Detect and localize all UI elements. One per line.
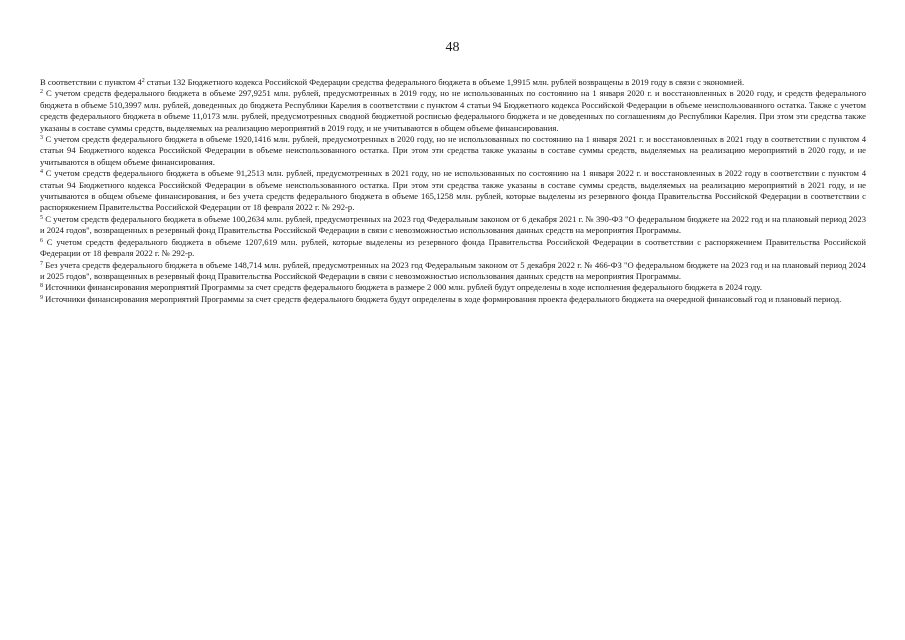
- footnote-8-marker: 8: [40, 283, 43, 290]
- footnote-1-text-before: В соответствии с пунктом 4: [40, 77, 142, 87]
- footnote-2-marker: 2: [40, 89, 43, 96]
- footnote-6: [40, 237, 866, 260]
- footnote-8-text: Источники финансирования мероприятий Программы за счет средств федерального бюджета в размере 2 000 млн. рублей будут определены в ходе исполнения федерального бюджета в 2024 году.: [45, 282, 762, 293]
- footnote-4-marker: 4: [40, 169, 43, 176]
- footnote-9-marker: 9: [40, 294, 43, 301]
- footnote-5-text: С учетом средств федерального бюджета в объеме 100,2634 млн. рублей, предусмотренных на 2023 год Федеральным законом от 6 декабря 2021 г. № 390-ФЗ "О федеральном бюджете на 2022 год и на плановый период 2023 и 2024 годов", возвращенных в резервный фонд Правительства Российской Федерации в связи с невозможностью использования данных средств на мероприятия Программы.: [40, 213, 866, 236]
- footnote-7: [40, 260, 866, 283]
- footnote-4-text: С учетом средств федерального бюджета в объеме 91,2513 млн. рублей, предусмотренных в 2021 году, но не использованных по состоянию на 1 января 2022 г. и восстановленных в 2022 году в соответствии с пунктом 4 статьи 94 Бюджетного кодекса Российской Федерации в объеме неиспользованного остатка. При этом эти средства также указаны в составе суммы средств, выделяемых на реализацию мероприятий в 2021 году, и не учитываются в общем объеме финансирования, и без учета средств федерального бюджета в объеме 165,1258 млн. рублей, которые выделены из резервного фонда Правительства Российской Федерации в соответствии с распоряжением Правительства Российской Федерации от 18 февраля 2022 г. № 292-р.: [40, 168, 866, 213]
- footnote-2: [40, 88, 866, 134]
- footnote-1: [40, 77, 866, 88]
- footnote-7-text: Без учета средств федерального бюджета в объеме 148,714 млн. рублей, предусмотренных на 2023 год Федеральным законом от 5 декабря 2022 г. № 466-ФЗ "О федеральном бюджете на 2023 год и на плановый период 2024 и 2025 годов", возвращенных в резервный фонд Правительства Российской Федерации в связи с невозможностью использования данных средств на мероприятия Программы.: [40, 259, 866, 281]
- footnote-9-text: Источники финансирования мероприятий Программы за счет средств федерального бюджета будут определены в ходе формирования проекта федерального бюджета на очередной финансовый год и плановый период.: [45, 293, 842, 304]
- footnote-3: [40, 134, 866, 168]
- footnote-1-text-after: статьи 132 Бюджетного кодекса Российской Федерации средства федерального бюджета в объеме 1,9915 млн. рублей возвращены в 2019 году в связи с экономией.: [144, 77, 745, 87]
- footnote-4: [40, 168, 866, 214]
- footnote-5-marker: 5: [40, 214, 43, 221]
- footnotes-block: [40, 77, 866, 305]
- footnote-2-text: С учетом средств федерального бюджета в объеме 297,9251 млн. рублей, предусмотренных в 2019 году, но не использованных по состоянию на 1 января 2020 г. и восстановленных в 2020 году, и средств федерального бюджета в объеме 510,3997 млн. рублей, доведенных до бюджета Республики Карелия в соответствии с пунктом 4 статьи 94 Бюджетного кодекса Российской Федерации в объеме неиспользованного остатка. Также с учетом средств федерального бюджета в объеме 11,0173 млн. рублей, предусмотренных сводной бюджетной росписью федерального бюджета и не доведенных по соглашениям до Республики Карелия. При этом эти средства также указаны в составе суммы средств, выделяемых на реализацию мероприятий в 2019 году, и не учитываются в общем объеме финансирования.: [40, 88, 866, 133]
- footnote-5: [40, 214, 866, 237]
- footnote-6-text: С учетом средств федерального бюджета в объеме 1207,619 млн. рублей, которые выделены из резервного фонда Правительства Российской Федерации в соответствии с распоряжением Правительства Российской Федерации от 18 февраля 2022 г. № 292-р.: [40, 236, 866, 259]
- footnote-9: [40, 294, 866, 305]
- footnote-8: [40, 282, 866, 293]
- footnote-3-marker: 3: [40, 135, 43, 142]
- footnote-3-text: С учетом средств федерального бюджета в объеме 1920,1416 млн. рублей, предусмотренных в 2020 году, но не использованных по состоянию на 1 января 2021 г. и восстановленных в 2021 году в соответствии с пунктом 4 статьи 94 Бюджетного кодекса Российской Федерации в объеме неиспользованного остатка. При этом эти средства также указаны в составе суммы средств, выделяемых на реализацию мероприятий в 2020 году, и не учитываются в общем объеме финансирования.: [40, 134, 866, 167]
- footnote-1-inline-sup: 2: [141, 78, 145, 84]
- footnote-6-marker: 6: [40, 237, 43, 244]
- footnote-7-marker: 7: [40, 260, 43, 267]
- page-number: 48: [445, 40, 460, 55]
